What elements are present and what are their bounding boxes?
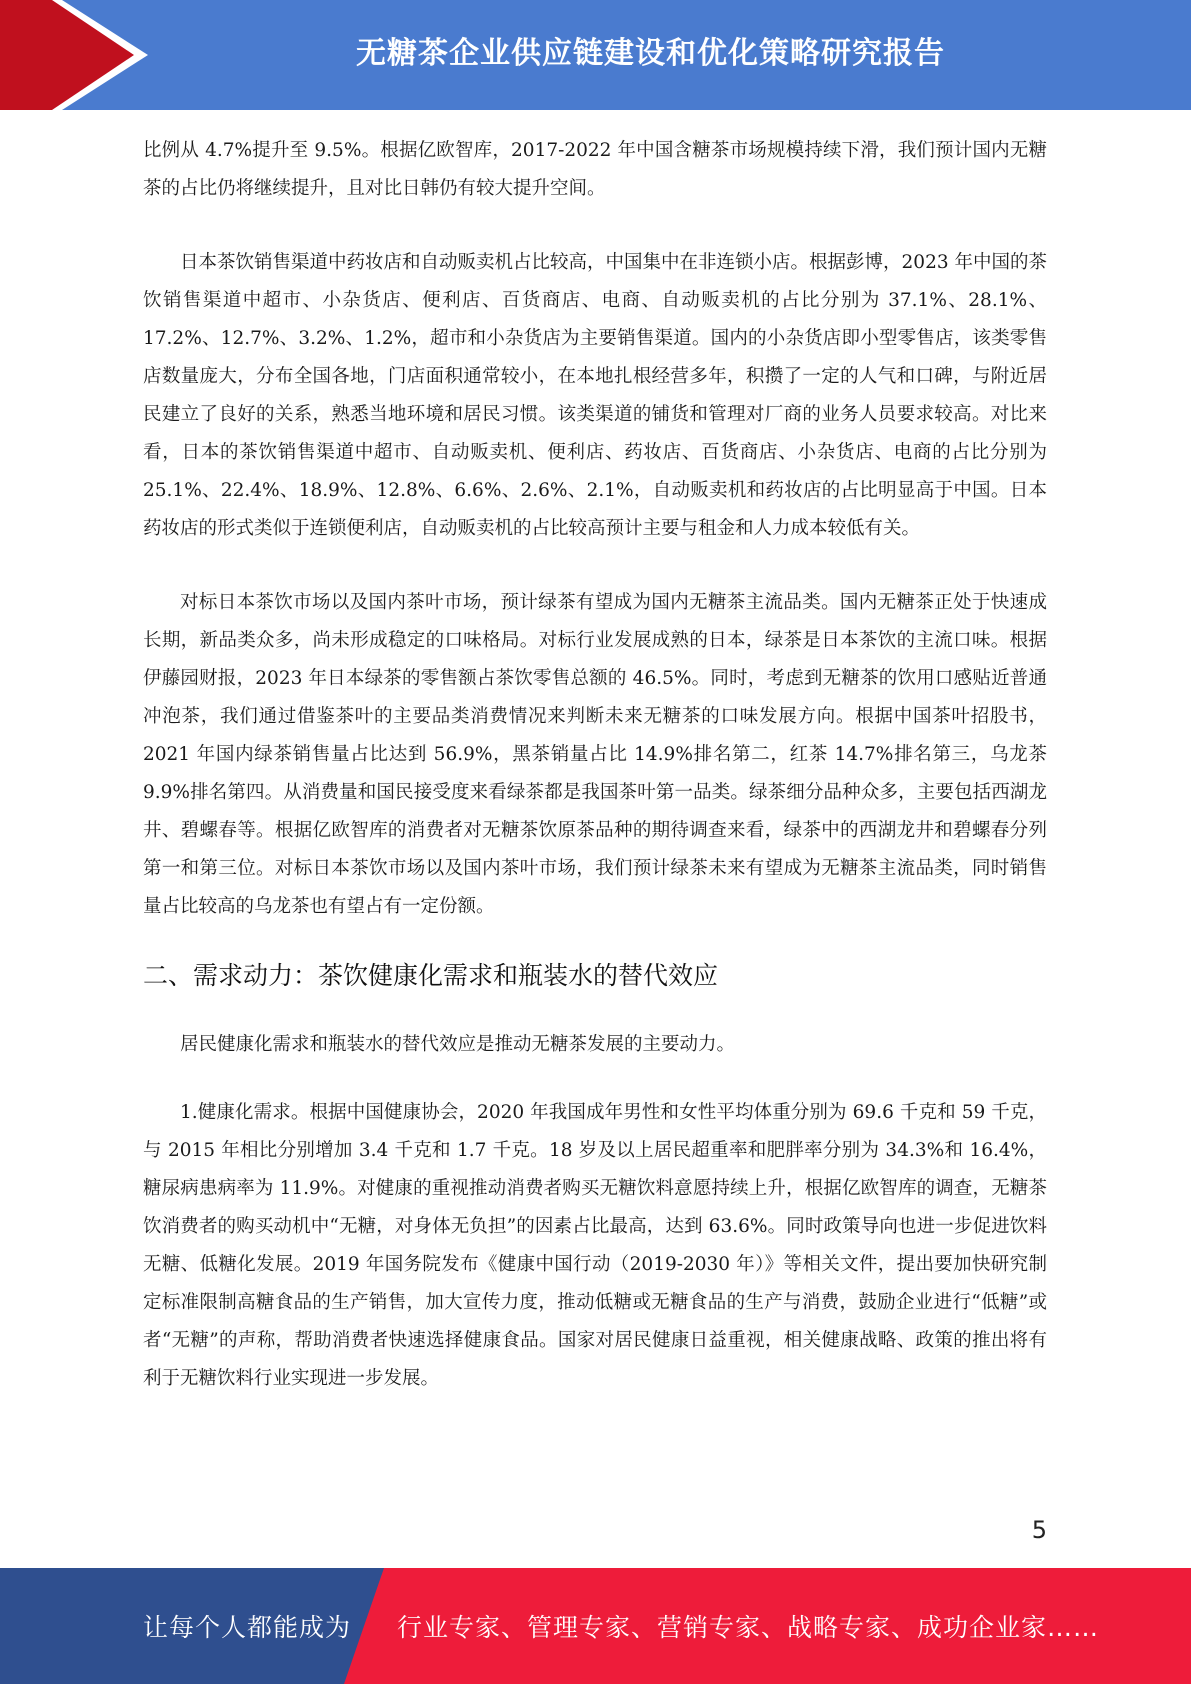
- document-title: 无糖茶企业供应链建设和优化策略研究报告: [356, 36, 945, 71]
- paragraph-4: 居民健康化需求和瓶装水的替代效应是推动无糖茶发展的主要动力。: [180, 1034, 736, 1055]
- section-heading: 二、需求动力：茶饮健康化需求和瓶装水的替代效应: [143, 961, 719, 990]
- paragraph-5: 1.健康化需求。根据中国健康协会，2020 年我国成年男性和女性平均体重分别为 69.6 千克和 59 千克，与 2015 年相比分别增加 3.4 千克和 1.7 千克。18 岁及以上居民超重率和肥胖率分别为 34.3%和 16.4%，糖尿病患病率为 11.9%。对健康的重视推动消费者购买无糖饮料意愿持续上升，根据亿欧智库的调查，无糖茶饮消费者的购买动机中“无糖，对身体无负担”的因素占比最高，达到 63.6%。同时政策导向也进一步促进饮料无糖、低糖化发展。2019 年国务院发布《健康中国行动（2019-2030 年）》等相关文件，提出要加快研究制定标准限制高糖食品的生产销售，加大宣传力度，推动低糖或无糖食品的生产与消费，鼓励企业进行“低糖”或者“无糖”的声称，帮助消费者快速选择健康食品。国家对居民健康日益重视，相关健康战略、政策的推出将有利于无糖饮料行业实现进一步发展。: [143, 1102, 1047, 1389]
- footer-slogan-right: 行业专家、管理专家、营销专家、战略专家、成功企业家……: [397, 1613, 1100, 1642]
- page-body: [143, 132, 1047, 1398]
- paragraph-2: 日本茶饮销售渠道中药妆店和自动贩卖机占比较高，中国集中在非连锁小店。根据彭博，2023 年中国的茶饮销售渠道中超市、小杂货店、便利店、百货商店、电商、自动贩卖机的占比分别为 37.1%、28.1%、17.2%、12.7%、3.2%、1.2%，超市和小杂货店为主要销售渠道。国内的小杂货店即小型零售店，该类零售店数量庞大，分布全国各地，门店面积通常较小，在本地扎根经营多年，积攒了一定的人气和口碑，与附近居民建立了良好的关系，熟悉当地环境和居民习惯。该类渠道的铺货和管理对厂商的业务人员要求较高。对比来看，日本的茶饮销售渠道中超市、自动贩卖机、便利店、药妆店、百货商店、小杂货店、电商的占比分别为 25.1%、22.4%、18.9%、12.8%、6.6%、2.6%、2.1%，自动贩卖机和药妆店的占比明显高于中国。日本药妆店的形式类似于连锁便利店，自动贩卖机的占比较高预计主要与租金和人力成本较低有关。: [143, 252, 1047, 539]
- page-header: [0, 0, 1191, 110]
- page-number: 5: [1031, 1516, 1047, 1544]
- header-chevron-icon: [0, 0, 160, 110]
- paragraph-3: 对标日本茶饮市场以及国内茶叶市场，预计绿茶有望成为国内无糖茶主流品类。国内无糖茶正处于快速成长期，新品类众多，尚未形成稳定的口味格局。对标行业发展成熟的日本，绿茶是日本茶饮的主流口味。根据伊藤园财报，2023 年日本绿茶的零售额占茶饮零售总额的 46.5%。同时，考虑到无糖茶的饮用口感贴近普通冲泡茶，我们通过借鉴茶叶的主要品类消费情况来判断未来无糖茶的口味发展方向。根据中国茶叶招股书，2021 年国内绿茶销售量占比达到 56.9%，黑茶销量占比 14.9%排名第二，红茶 14.7%排名第三，乌龙茶 9.9%排名第四。从消费量和国民接受度来看绿茶都是我国茶叶第一品类。绿茶细分品种众多，主要包括西湖龙井、碧螺春等。根据亿欧智库的消费者对无糖茶饮原茶品种的期待调查来看，绿茶中的西湖龙井和碧螺春分列第一和第三位。对标日本茶饮市场以及国内茶叶市场，我们预计绿茶未来有望成为无糖茶主流品类，同时销售量占比较高的乌龙茶也有望占有一定份额。: [143, 592, 1047, 917]
- footer-slogan-left: 让每个人都能成为: [143, 1613, 352, 1642]
- page-footer: [0, 1568, 1191, 1684]
- paragraph-1: 比例从 4.7%提升至 9.5%。根据亿欧智库，2017-2022 年中国含糖茶市场规模持续下滑，我们预计国内无糖茶的占比仍将继续提升，且对比日韩仍有较大提升空间。: [143, 140, 1047, 199]
